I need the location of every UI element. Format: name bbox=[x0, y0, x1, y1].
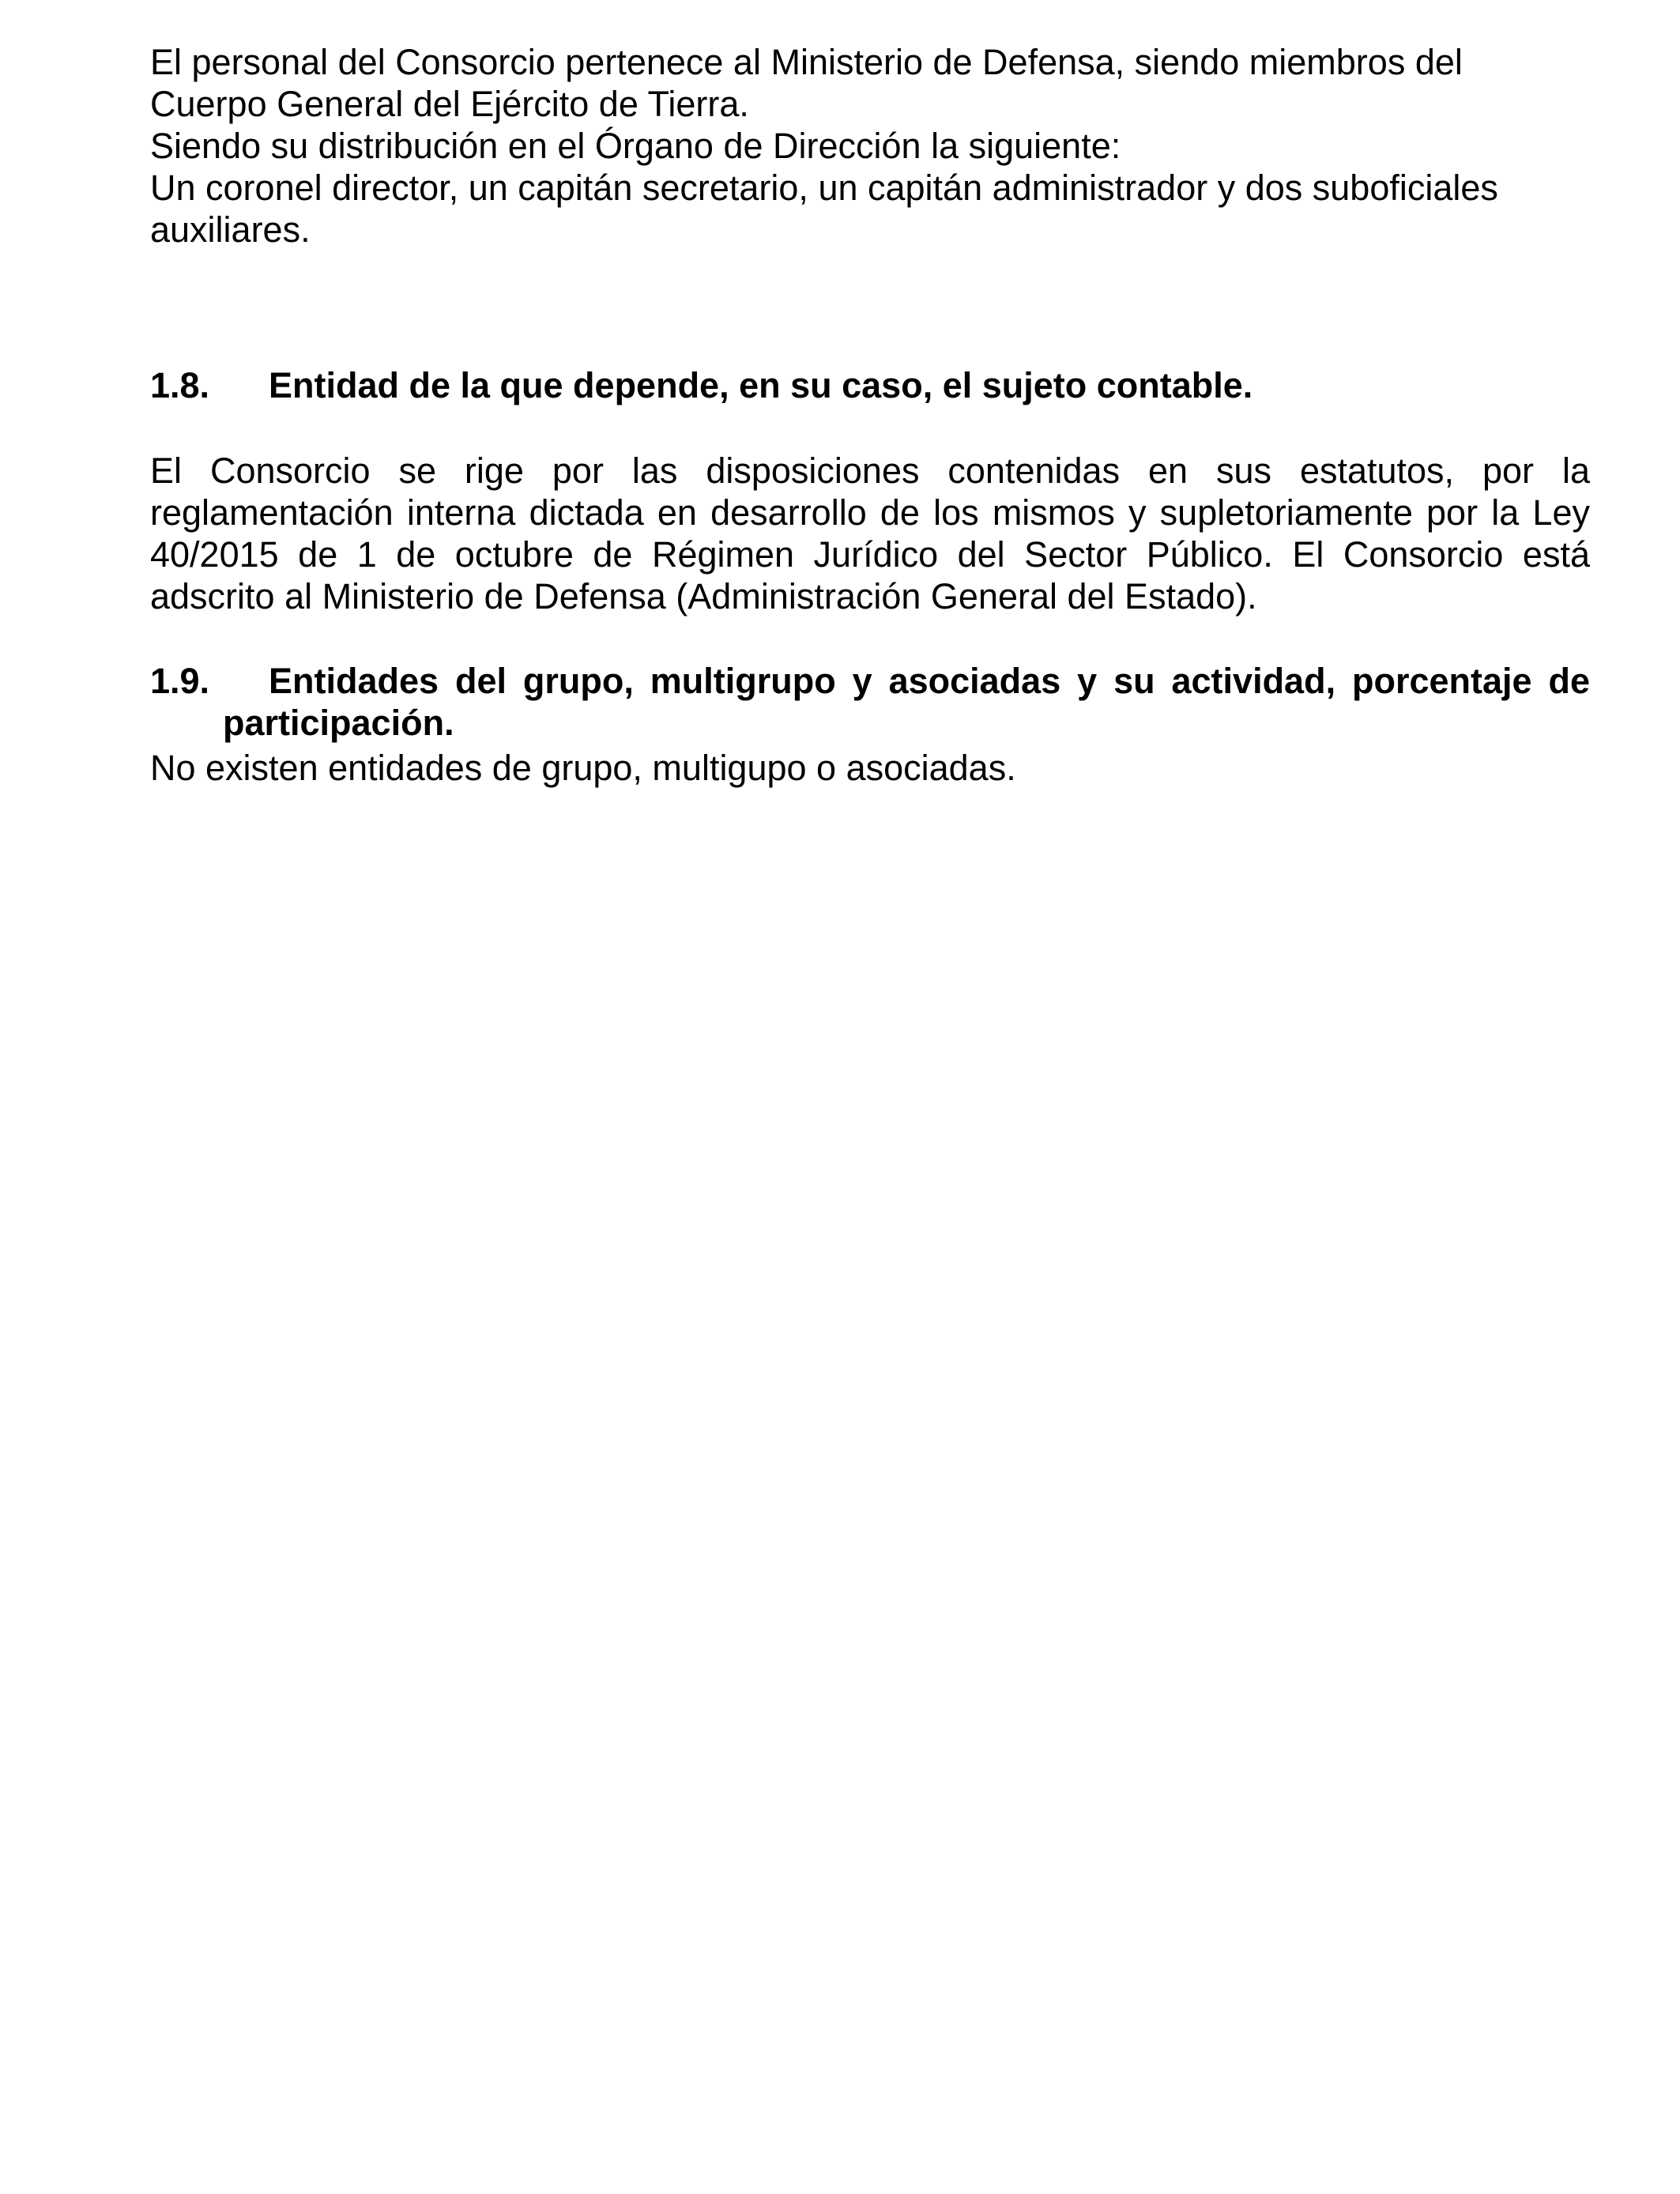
section-1-9-title: Entidades del grupo, multigrupo y asociadas y su actividad, porcentaje de participación. bbox=[223, 661, 1590, 743]
section-1-8-heading bbox=[150, 364, 1590, 406]
intro-line-1: El personal del Consorcio pertenece al Ministerio de Defensa, siendo miembros del bbox=[150, 42, 1463, 82]
spacer bbox=[150, 251, 1590, 364]
section-1-9-number: 1.9. bbox=[150, 661, 210, 701]
document-content bbox=[150, 41, 1590, 789]
intro-line-4: Un coronel director, un capitán secretario, un capitán administrador y dos suboficiales bbox=[150, 168, 1498, 208]
section-1-9-heading bbox=[150, 660, 1590, 744]
intro-line-2: Cuerpo General del Ejército de Tierra. bbox=[150, 84, 749, 124]
section-1-8-title: Entidad de la que depende, en su caso, el sujeto contable. bbox=[269, 365, 1253, 405]
spacer bbox=[150, 617, 1590, 660]
intro-line-5: auxiliares. bbox=[150, 209, 311, 250]
section-1-9-body: No existen entidades de grupo, multigupo o asociadas. bbox=[150, 748, 1016, 788]
section-1-8-body: El Consorcio se rige por las disposiciones contenidas en sus estatutos, por la reglamentación interna dictada en desarrollo de los mismos y supletoriamente por la Ley 40/2015 de 1 de octubre de Régimen Jurídico del Sector Público. El Consorcio está adscrito al Ministerio de Defensa (Administración General del Estado). bbox=[150, 450, 1590, 616]
spacer bbox=[150, 406, 1590, 450]
section-1-8-number: 1.8. bbox=[150, 365, 210, 405]
intro-line-3: Siendo su distribución en el Órgano de Dirección la siguiente: bbox=[150, 126, 1121, 166]
